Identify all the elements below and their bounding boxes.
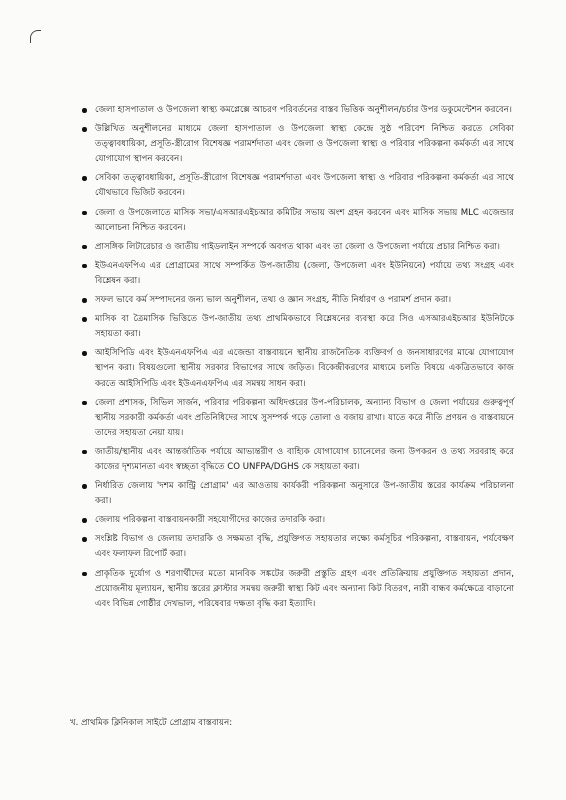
list-item-text: প্রাকৃতিক দুর্যোগ ও শরণার্থীদের মতো মানবিক সঙ্কটের জরুরী প্রস্তুতি গ্রহণ এবং প্রতিক্রিয়ায় প্রযুক্তিগত সহায়তা প্রদান, প্রয়োজনীয় মূল্যায়ন, স্থানীয় স্তরের ক্লাস্টার সমন্বয় জরুরী স্বাস্থ্য কিট এবং অন্যান্য কিট বিতরণ, নারী বান্ধব কর্মক্ষেত্রে বাড়ানো এবং বিভিন্ন গোষ্ঠীর দেখভাল, পরিষেবার দক্ষতা বৃদ্ধি করা ইত্যাদি।	[95, 568, 514, 609]
list-item-text: জেলা ও উপজেলাতে মাসিক সভা/এসআরএইচআর কমিটির সভায় অংশ গ্রহন করবেন এবং মাসিক সভায় MLC এজেন্ডার আলোচনা নিশ্চিত করবেন।	[95, 207, 514, 233]
bullet-icon	[82, 317, 87, 322]
corner-mark	[30, 30, 41, 43]
bullet-icon	[82, 450, 87, 455]
list-item-text: সংশ্লিষ্ট বিভাগ ও জেলায় তদারকি ও সক্ষমতা বৃদ্ধি, প্রযুক্তিগত সহায়তার লক্ষ্যে কর্মসূচির পরিকল্পনা, বাস্তবায়ন, পর্যবেক্ষণ এবং ফলাফল রিপোর্ট করা।	[95, 534, 514, 560]
bullet-icon	[82, 108, 87, 113]
list-item-text: সেবিকা তত্ত্বাবধায়িকা, প্রসূতি-স্ত্রীরোগ বিশেষজ্ঞ পরামর্শদাতা এবং উপজেলা স্বাস্থ্য ও পরিবার পরিকল্পনা কর্মকর্তা এর সাথে যৌথভাবে ভিজিট করবেন।	[95, 173, 514, 199]
section-heading: খ. প্রাথমিক ক্লিনিকাল সাইটে প্রোগ্রাম বাস্তবায়ন:	[70, 718, 233, 728]
list-item	[84, 513, 514, 528]
bullet-icon	[82, 572, 87, 577]
list-item	[84, 259, 514, 289]
list-item-text: জাতীয়/স্থানীয় এবং আন্তর্জাতিক পর্যায়ে আভ্যন্তরীণ ও বাহ্যিক যোগাযোগ চ্যানেলের জন্য উপকরন ও তথ্য সরবরাহ করে কাজের দৃশ্যমানতা এবং স্বচ্ছতা বৃদ্ধিতে CO UNFPA/DGHS কে সহায়তা করা।	[95, 446, 514, 472]
list-item	[84, 532, 514, 562]
list-item	[84, 293, 514, 308]
bullet-icon	[82, 351, 87, 356]
list-item-text: আইসিপিডি এবং ইউএনএফপিএ এর এজেন্ডা বাস্তবায়নে স্থানীয় রাজনৈতিক ব্যক্তিবর্গ ও জনসাধারণের মাঝে যোগাযোগ স্থাপন করা। বিষয়গুলো স্থানীয় সরকার বিভাগের সাথে জড়িত। বিকেন্দ্রীকরণের মাধ্যমে চলতি বিষয়ে একত্রিতভাবে কাজ করতে আইসিপিডি এবং ইউএনএফপিএ এর সমন্বয় সাধন করা।	[95, 348, 514, 389]
list-item-text: জেলা প্রশাসক, সিভিল সার্জন, পরিবার পরিকল্পনা অধিদপ্তরের উপ-পরিচালক, অন্যান্য বিভাগ ও জেলা পর্যায়ের গুরুত্বপূর্ণ স্থানীয় সরকারী কর্মকর্তা এবং প্রতিনিধিদের সাথে সুসম্পর্ক গড়ে তোলা ও বজায় রাখা। যাতে করে নীতি প্রণয়ন ও বাস্তবায়নে তাদের সহায়তা নেয়া যায়।	[95, 397, 514, 438]
list-item	[84, 240, 514, 255]
list-item-text: জেলা হাসপাতাল ও উপজেলা স্বাস্থ্য কমপ্লেক্সে আচরণ পরিবর্তনের বাস্তব ভিত্তিক অনুশীলন/চর্চার উপর ডকুমেন্টেশন করবেন।	[95, 105, 512, 115]
list-item-text: মাসিক বা ত্রৈমাসিক ভিত্তিতে উপ-জাতীয় তথ্য প্রাথমিকভাবে বিশ্লেষনের ব্যবস্থা করে সিও এসআরএইচআর ইউনিটকে সহায়তা করা।	[95, 314, 514, 340]
list-item	[84, 103, 514, 118]
duties-list	[84, 103, 514, 616]
bullet-icon	[82, 401, 87, 406]
list-item	[84, 445, 514, 475]
list-item	[84, 396, 514, 441]
bullet-icon	[82, 176, 87, 181]
list-item-text: জেলায় পরিকল্পনা বাস্তবায়নকারী সহযোগীদের কাজের তদারকি করা।	[95, 515, 326, 526]
bullet-icon	[82, 298, 87, 303]
bullet-icon	[82, 264, 87, 269]
bullet-icon	[82, 127, 87, 132]
list-item-text: নির্ধারিত জেলায় 'দশম কান্ট্রি প্রোগ্রাম' এর আওতায় কার্যকরী পরিকল্পনা অনুসারে উপ-জাতীয় স্তরের কার্যক্রম পরিচালনা করা।	[95, 481, 514, 507]
bullet-icon	[82, 484, 87, 489]
list-item	[84, 122, 514, 167]
list-item-text: ইউএনএফপিএ এর প্রোগ্রামের সাথে সম্পর্কিত উপ-জাতীয় (জেলা, উপজেলা এবং ইউনিয়নে) পর্যায়ে তথ্য সংগ্রহ এবং বিশ্লেষন করা।	[95, 260, 514, 286]
list-item	[84, 346, 514, 391]
list-item	[84, 567, 514, 612]
bullet-icon	[82, 518, 87, 523]
list-item-text: উল্লিখিত অনুশীলনের মাধ্যমে জেলা হাসপাতাল ও উপজেলা স্বাস্থ্য কেন্দ্রে সুষ্ঠ পরিবেশ নিশ্চিত করতে সেবিকা তত্ত্বাবধায়িকা, প্রসূতি-স্ত্রীরোগ বিশেষজ্ঞ পরামর্শদাতা এবং জেলা ও উপজেলা স্বাস্থ্য ও পরিবার পরিকল্পনা কর্মকর্তা এর সাথে যোগাযোগ স্থাপন করবেন।	[95, 124, 514, 165]
list-item	[84, 312, 514, 342]
list-item-text: প্রাসঙ্গিক লিটারেচার ও জাতীয় গাইডলাইন সম্পর্কে অবগত থাকা এবং তা জেলা ও উপজেলা পর্যায়ে প্রচার নিশ্চিত করা।	[95, 241, 500, 252]
bullet-icon	[82, 537, 87, 542]
bullet-icon	[82, 211, 87, 216]
list-item	[84, 479, 514, 509]
list-item	[84, 206, 514, 236]
bullet-icon	[82, 245, 87, 250]
list-item	[84, 171, 514, 201]
list-item-text: সফল ভাবে কর্ম সম্পাদনের জন্য ভাল অনুশীলন, তথ্য ও জ্ঞান সংগ্রহ, নীতি নির্ধারণ ও পরামর্শ প্রদান করা।	[95, 295, 452, 306]
